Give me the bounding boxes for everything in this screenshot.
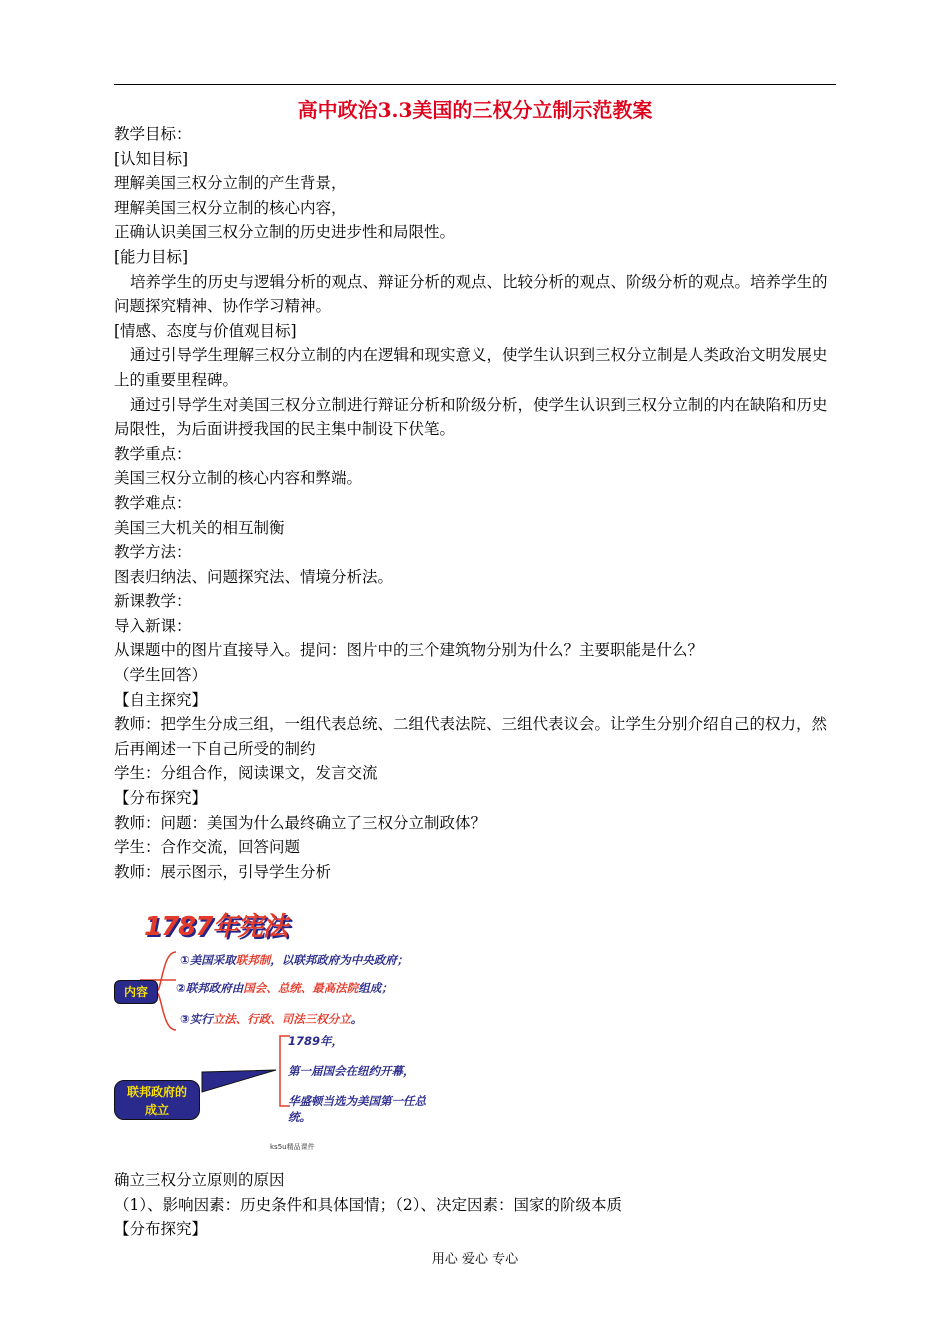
paragraph: 理解美国三权分立制的核心内容， xyxy=(114,198,347,217)
paragraph: 教学难点： xyxy=(114,493,192,512)
paragraph: 美国三大机关的相互制衡 xyxy=(114,518,285,537)
paragraph: 学生：合作交流，回答问题 xyxy=(114,838,301,857)
paragraph: 教师：问题：美国为什么最终确立了三权分立制政体？ xyxy=(114,813,487,832)
brace-top xyxy=(156,952,176,992)
paragraph: 导入新课： xyxy=(114,616,192,635)
paragraph: （学生回答） xyxy=(114,666,208,685)
page-footer: 用心 爱心 专心 xyxy=(431,1252,519,1267)
paragraph: 确立三权分立原则的原因 xyxy=(114,1171,285,1189)
paragraph: 教师：把学生分成三组，一组代表总统、二组代表法院、三组代表议会。让学生分别介绍自己的权力，然后再阐述一下自己所受的制约 xyxy=(114,715,828,758)
content-item-3: ③实行立法、行政、司法三权分立。 xyxy=(180,1012,363,1026)
content-item-2: ②联邦政府由国会、总统、最高法院组成； xyxy=(176,981,393,995)
paragraph: 学生：分组合作，阅读课文，发言交流 xyxy=(114,764,378,783)
paragraph: [情感、态度与价值观目标] xyxy=(114,321,297,340)
pointer-arrow xyxy=(202,1070,276,1092)
federal-gov-box: 联邦政府的 成立 xyxy=(114,1080,200,1120)
page-title: 高中政治3.3美国的三权分立制示范教案 xyxy=(297,98,653,122)
gov-item-1: 1789年， xyxy=(288,1034,344,1048)
paragraph: 从课题中的图片直接导入。提问：图片中的三个建筑物分别为什么？主要职能是什么？ xyxy=(114,641,704,660)
gov-item-4: 统。 xyxy=(288,1110,311,1124)
gov-item-2: 第一届国会在纽约开幕， xyxy=(288,1064,415,1078)
paragraph: 教学重点： xyxy=(114,444,192,463)
diagram-title: 1787年宪法 xyxy=(144,912,288,942)
paragraph: 通过引导学生理解三权分立制的内在逻辑和现实意义，使学生认识到三权分立制是人类政治文明发展史上的重要里程碑。 xyxy=(114,346,828,389)
paragraph: 图表归纳法、问题探究法、情境分析法。 xyxy=(114,567,394,586)
paragraph: 【分布探究】 xyxy=(114,1220,208,1239)
diagram-caption: ks5u精品课件 xyxy=(270,1143,315,1151)
paragraph: 新课教学： xyxy=(114,592,192,611)
brace-bottom xyxy=(156,992,176,1030)
paragraph: [能力目标] xyxy=(114,247,189,266)
paragraph: 理解美国三权分立制的产生背景， xyxy=(114,174,347,193)
paragraph: 培养学生的历史与逻辑分析的观点、辩证分析的观点、比较分析的观点、阶级分析的观点。培养学生的问题探究精神、协作学习精神。 xyxy=(114,272,828,316)
lesson-body xyxy=(114,122,838,884)
paragraph: 教师：展示图示，引导学生分析 xyxy=(114,862,332,881)
content-item-1: ①美国采取联邦制，以联邦政府为中央政府； xyxy=(180,953,409,967)
paragraph: 教学目标： xyxy=(114,125,192,143)
constitution-diagram xyxy=(110,900,470,1150)
header-rule xyxy=(114,84,836,85)
paragraph: 美国三权分立制的核心内容和弊端。 xyxy=(114,469,363,488)
content-box: 内容 xyxy=(114,980,158,1004)
paragraph: 正确认识美国三权分立制的历史进步性和局限性。 xyxy=(114,223,456,242)
paragraph: （1）、影响因素：历史条件和具体国情；（2）、决定因素：国家的阶级本质 xyxy=(114,1195,622,1214)
gov-item-3: 华盛顿当选为美国第一任总 xyxy=(288,1094,426,1108)
paragraph: 通过引导学生对美国三权分立制进行辩证分析和阶级分析，使学生认识到三权分立制的内在缺陷和历史局限性，为后面讲授我国的民主集中制设下伏笔。 xyxy=(114,395,828,439)
after-diagram-text xyxy=(114,1168,838,1242)
paragraph: 【自主探究】 xyxy=(114,690,208,709)
paragraph: [认知目标] xyxy=(114,149,189,168)
paragraph: 教学方法： xyxy=(114,543,192,562)
paragraph: 【分布探究】 xyxy=(114,789,208,808)
